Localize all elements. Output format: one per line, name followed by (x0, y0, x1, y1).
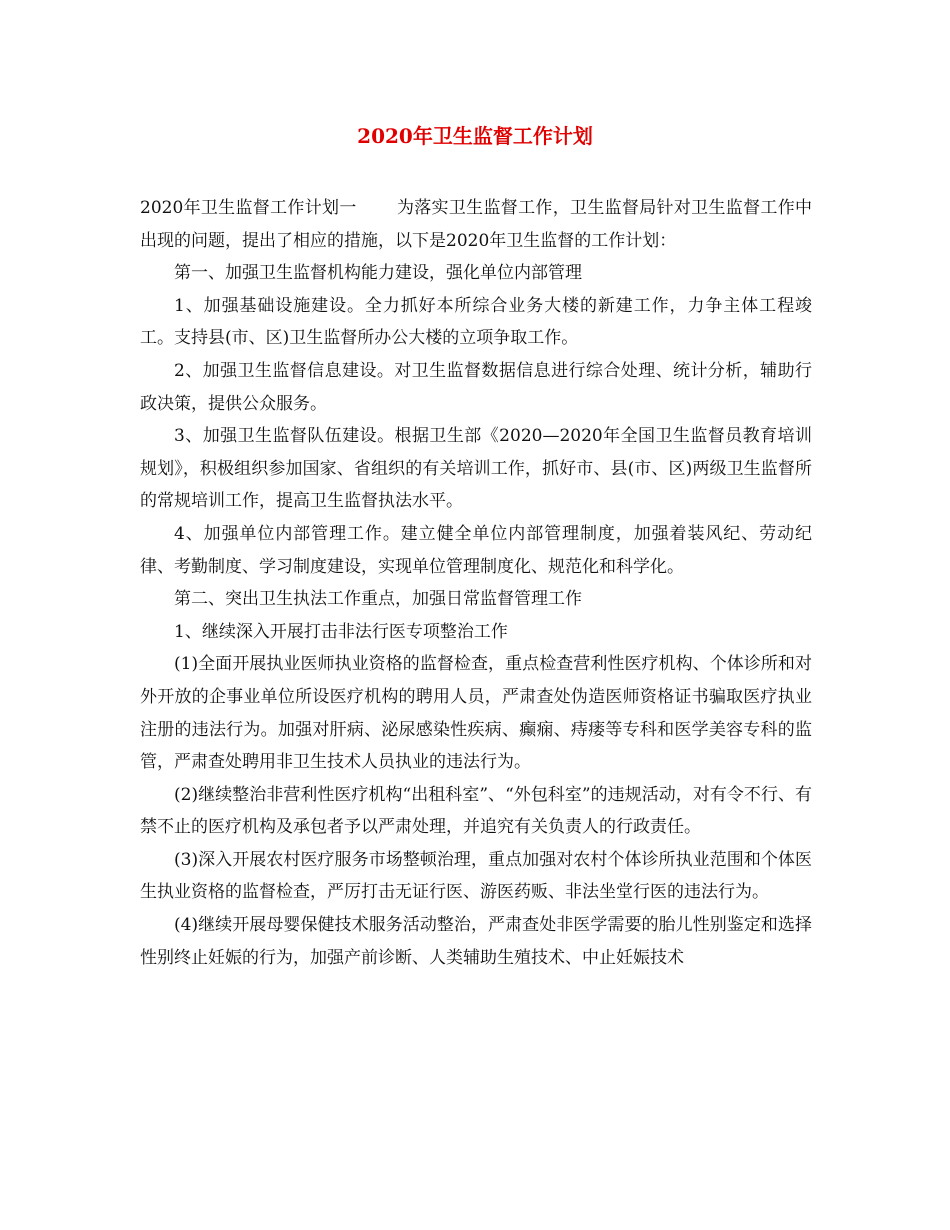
paragraph-2-1-4: (4)继续开展母婴保健技术服务活动整治，严肃查处非医学需要的胎儿性别鉴定和选择性别终止妊娠的行为，加强产前诊断、人类辅助生殖技术、中止妊娠技术 (140, 915, 812, 968)
paragraph-1-3: 3、加强卫生监督队伍建设。根据卫生部《2020—2020年全国卫生监督员教育培训规划》，积极组织参加国家、省组织的有关培训工作，抓好市、县(市、区)两级卫生监督所的常规培训工作，提高卫生监督执法水平。 (140, 426, 812, 512)
subsection-heading-2-1: 1、继续深入开展打击非法行医专项整治工作 (174, 621, 508, 642)
section-heading-2: 第二、突出卫生执法工作重点，加强日常监督管理工作 (174, 589, 582, 610)
document-title: 2020年卫生监督工作计划 (357, 124, 593, 148)
section-heading-1: 第一、加强卫生监督机构能力建设，强化单位内部管理 (174, 263, 582, 284)
paragraph-2-1-1: (1)全面开展执业医师执业资格的监督检查，重点检查营利性医疗机构、个体诊所和对外开放的企事业单位所设医疗机构的聘用人员，严肃查处伪造医师资格证书骗取医疗执业注册的违法行为。加强对肝病、泌尿感染性疾病、癫痫、痔瘘等专科和医学美容专科的监管，严肃查处聘用非卫生技术人员执业的违法行为。 (140, 654, 812, 773)
paragraph-1-2: 2、加强卫生监督信息建设。对卫生监督数据信息进行综合处理、统计分析，辅助行政决策，提供公众服务。 (140, 360, 812, 414)
intro-paragraph (140, 192, 812, 257)
paragraph-1-4: 4、加强单位内部管理工作。建立健全单位内部管理制度，加强着装风纪、劳动纪律、考勤制度、学习制度建设，实现单位管理制度化、规范化和科学化。 (140, 523, 812, 577)
paragraph-1-1: 1、加强基础设施建设。全力抓好本所综合业务大楼的新建工作，力争主体工程竣工。支持县(市、区)卫生监督所办公大楼的立项争取工作。 (140, 295, 812, 349)
document-body (140, 192, 812, 974)
paragraph-2-1-3: (3)深入开展农村医疗服务市场整顿治理，重点加强对农村个体诊所执业范围和个体医生执业资格的监督检查，严厉打击无证行医、游医药贩、非法坐堂行医的违法行为。 (140, 849, 812, 903)
intro-text: 为落实卫生监督工作，卫生监督局针对卫生监督工作中出现的问题，提出了相应的措施，以下是2020年卫生监督的工作计划： (140, 198, 813, 251)
paragraph-2-1-2: (2)继续整治非营利性医疗机构“出租科室”、“外包科室”的违规活动，对有令不行、有禁不止的医疗机构及承包者予以严肃处理，并追究有关负责人的行政责任。 (140, 784, 812, 838)
intro-label: 2020年卫生监督工作计划一 (140, 198, 357, 218)
